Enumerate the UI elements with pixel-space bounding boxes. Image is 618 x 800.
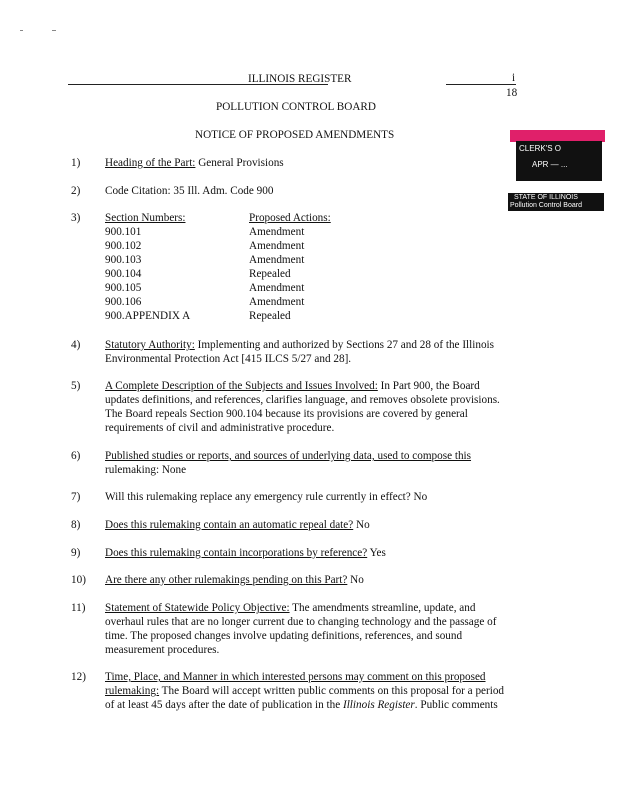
stamp-line: APR — ... [532,160,568,169]
item-label: Statutory Authority: [105,339,195,351]
item-number: 10) [71,574,86,586]
item-text-line: updates definitions, and references, clarifies language, and removes obsolete provisions. [105,394,500,406]
item-number: 11) [71,602,86,614]
sections-header: Section Numbers: [105,212,186,224]
item-10 [105,573,364,587]
stamp-line: CLERK'S O [519,144,561,153]
item-text: No [347,574,364,586]
item-label: Published studies or reports, and sources of underlying data, used to compose this [105,450,472,462]
item-text: Yes [367,547,386,559]
item-text-line: The Board repeals Section 900.104 because its provisions are covered by general [105,408,468,420]
item-text: . Public comments [414,699,498,711]
item-label: Are there any other rulemakings pending on this Part? [105,574,348,586]
item-text: General Provisions [195,157,284,169]
item-text-line: overhaul rules that are no longer current due to changing technology and the passage of [105,616,497,628]
item-8 [105,518,370,532]
item-label: Code Citation: [105,185,171,197]
item-12-line3 [105,698,498,712]
item-text: The Board will accept written public comments on this proposal for a period [159,685,505,697]
item-text: The amendments streamline, update, and [289,602,476,614]
item-label: A Complete Description of the Subjects and Issues Involved: [105,380,378,392]
section-number: 900.104 [105,268,142,280]
section-action: Amendment [249,282,305,294]
section-number: 900.106 [105,296,142,308]
item-text-line: Environmental Protection Act [415 ILCS 5/27 and 28]. [105,353,352,365]
item-label: Does this rulemaking contain incorporations by reference? [105,547,368,559]
item-label: Does this rulemaking contain an automatic repeal date? [105,519,354,531]
item-text: No [353,519,370,531]
actions-header: Proposed Actions: [249,212,331,224]
register-title: ILLINOIS REGISTER [248,73,352,85]
state-stamp [508,193,604,211]
section-action: Amendment [249,254,305,266]
item-label: Heading of the Part: [105,157,196,169]
scan-speck [52,30,56,31]
item-number: 5) [71,380,81,392]
page-mark: i [512,72,516,84]
item-11 [105,601,475,615]
item-text-line: rulemaking: None [105,464,187,476]
item-number: 1) [71,157,81,169]
stamp-line: STATE OF ILLINOIS [514,194,578,201]
item-label: rulemaking: [105,685,160,697]
item-number: 4) [71,339,81,351]
header-rule-right [446,84,516,85]
section-action: Amendment [249,226,305,238]
section-action: Repealed [249,268,291,280]
item-9 [105,546,386,560]
item-text: In Part 900, the Board [377,380,480,392]
item-text: Will this rulemaking replace any emergency rule currently in effect? No [105,491,428,503]
clerk-stamp [516,141,602,181]
item-text: of at least 45 days after the date of publication in the [105,699,343,711]
section-number: 900.101 [105,226,142,238]
item-number: 8) [71,519,81,531]
item-label: Time, Place, and Manner in which interested persons may comment on this proposed [105,671,486,683]
item-2 [105,184,273,198]
item-number: 3) [71,212,81,224]
item-text-line: measurement procedures. [105,644,220,656]
item-text: 35 Ill. Adm. Code 900 [170,185,274,197]
scan-speck [20,30,23,31]
item-number: 12) [71,671,86,683]
item-1 [105,156,284,170]
section-number: 900.102 [105,240,142,252]
register-name: Illinois Register [342,699,415,711]
board-title: POLLUTION CONTROL BOARD [216,101,376,113]
item-text-line: time. The proposed changes involve updating definitions, references, and sound [105,630,463,642]
section-number: 900.105 [105,282,142,294]
item-4 [105,338,494,352]
item-12-line2 [105,684,504,698]
item-5 [105,379,480,393]
item-label: Statement of Statewide Policy Objective: [105,602,290,614]
section-action: Repealed [249,310,291,322]
item-number: 6) [71,450,81,462]
item-text-line: requirements of civil and administrative procedure. [105,422,335,434]
page-number: 18 [506,87,518,99]
item-number: 9) [71,547,81,559]
item-number: 2) [71,185,81,197]
item-number: 7) [71,491,81,503]
section-number: 900.103 [105,254,142,266]
stamp-line: Pollution Control Board [510,202,582,209]
section-action: Amendment [249,240,305,252]
notice-title: NOTICE OF PROPOSED AMENDMENTS [195,129,395,141]
section-action: Amendment [249,296,305,308]
section-number: 900.APPENDIX A [105,310,191,322]
item-text: Implementing and authorized by Sections 27 and 28 of the Illinois [194,339,495,351]
